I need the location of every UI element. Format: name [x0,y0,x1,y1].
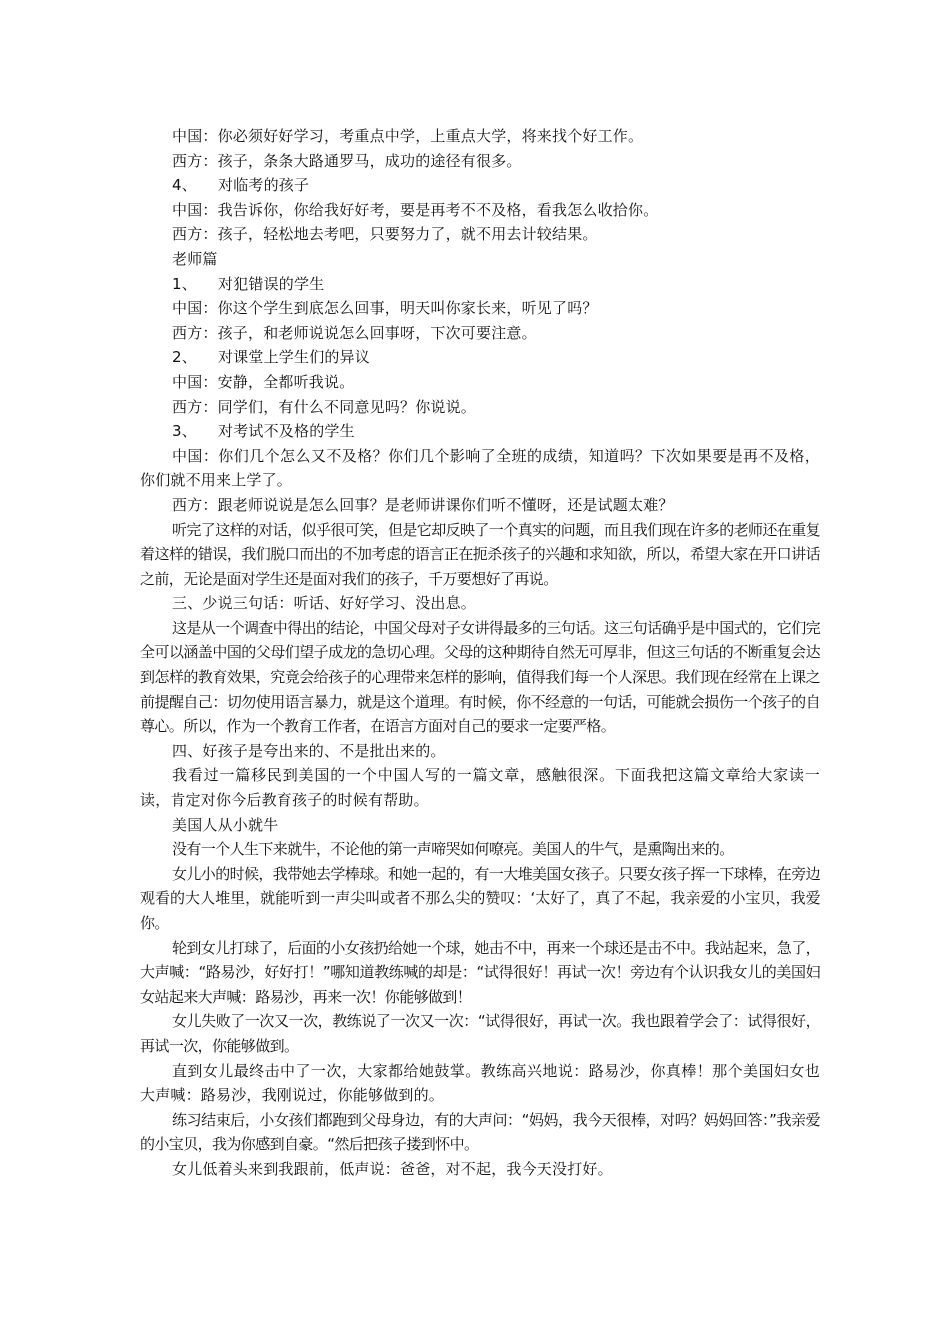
heading-text: 对犯错误的学生 [218,274,325,293]
paragraph: 美国人从小就牛 [172,815,279,834]
paragraph: 女儿失败了一次又一次，教练说了一次又一次：“试得很好，再试一次。我也跟着学会了：试得很好，再试一次，你能够做到。 [140,1012,820,1055]
paragraph: 西方：同学们，有什么不同意见吗？你说说。 [172,397,477,416]
document-body [140,124,820,1182]
numbered-heading [140,345,820,370]
paragraph: 四、好孩子是夸出来的、不是批出来的。 [172,741,446,760]
paragraph: 练习结束后，小女孩们都跑到父母身边，有的大声问：“妈妈，我今天很棒，对吗？妈妈回答：”我亲爱的小宝贝，我为你感到自豪。“然后把孩子搂到怀中。 [140,1110,820,1154]
heading-text: 对课堂上学生们的异议 [218,348,371,367]
paragraph: 中国：你必须好好学习，考重点中学，上重点大学，将来找个好工作。 [172,127,644,145]
paragraph: 老师篇 [172,249,218,268]
list-number: 4、 [172,176,197,195]
heading-text: 对临考的孩子 [218,176,310,195]
paragraph: 中国：我告诉你，你给我好好考，要是再考不不及格，看我怎么收拾你。 [172,200,659,219]
paragraph: 女儿低着头来到我跟前，低声说：爸爸，对不起，我今天没打好。 [172,1159,613,1178]
paragraph: 听完了这样的对话，似乎很可笑，但是它却反映了一个真实的问题，而且我们现在许多的老师还在重复着这样的错误，我们脱口而出的不加考虑的语言正在扼杀孩子的兴趣和求知欲，所以，希望大家在开口讲话之前，无论是面对学生还是面对我们的孩子，千万要想好了再说。 [140,520,821,588]
paragraph: 中国：你们几个怎么又不及格？你们几个影响了全班的成绩，知道吗？下次如果要是再不及格，你们就不用来上学了。 [140,446,820,490]
numbered-heading [140,272,820,297]
paragraph: 直到女儿最终击中了一次，大家都给她鼓掌。教练高兴地说：路易沙，你真棒！那个美国妇女也大声喊：路易沙，我刚说过，你能够做到的。 [140,1061,820,1105]
paragraph: 这是从一个调查中得出的结论，中国父母对子女讲得最多的三句话。这三句话确乎是中国式的，它们完全可以涵盖中国的父母们望子成龙的急切心理。父母的这种期待自然无可厚非，但这三句话的不断重复会达到怎样的教育效果，究竟会给孩子的心理带来怎样的影响，值得我们每一个人深思。我们现在经常在上课之前提醒自己：切勿使用语言暴力，就是这个道理。有时候，你不经意的一句话，可能就会损伤一个孩子的自尊心。所以，作为一个教育工作者，在语言方面对自己的要求一定要严格。 [140,618,821,736]
paragraph: 西方：孩子，轻松地去考吧，只要努力了，就不用去计较结果。 [172,225,598,244]
paragraph: 轮到女儿打球了，后面的小女孩扔给她一个球，她击不中，再来一个球还是击不中。我站起来，急了，大声喊：“路易沙，好好打！”哪知道教练喊的却是：“试得很好！再试一次！旁边有个认识我女儿的美国妇女站起来大声喊：路易沙，再来一次！你能够做到！ [140,938,821,1006]
numbered-heading [140,173,820,198]
paragraph: 我看过一篇移民到美国的一个中国人写的一篇文章，感触很深。下面我把这篇文章给大家读一读，肯定对你今后教育孩子的时候有帮助。 [140,766,820,810]
list-number: 1、 [172,274,197,293]
paragraph: 中国：安静，全都听我说。 [172,372,355,391]
paragraph: 西方：跟老师说说是怎么回事？是老师讲课你们听不懂呀，还是试题太难？ [172,495,674,514]
paragraph: 西方：孩子，和老师说说怎么回事呀，下次可要注意。 [172,323,537,342]
list-number: 2、 [172,348,197,367]
list-number: 3、 [172,422,197,441]
paragraph: 西方：孩子，条条大路通罗马，成功的途径有很多。 [172,151,522,170]
paragraph: 没有一个人生下来就牛，不论他的第一声啼哭如何嘹亮。美国人的牛气，是熏陶出来的。 [172,840,734,859]
paragraph: 中国：你这个学生到底怎么回事，明天叫你家长来，听见了吗？ [172,299,598,318]
paragraph: 三、少说三句话：听话、好好学习、没出息。 [172,594,477,613]
paragraph: 女儿小的时候，我带她去学棒球。和她一起的，有一大堆美国女孩子。只要女孩子挥一下球棒，在旁边观看的大人堆里，就能听到一声尖叫或者不那么尖的赞叹：‘太好了，真了不起，我亲爱的小宝贝，我爱你。 [140,864,821,932]
numbered-heading [140,419,820,444]
heading-text: 对考试不及格的学生 [218,422,355,441]
